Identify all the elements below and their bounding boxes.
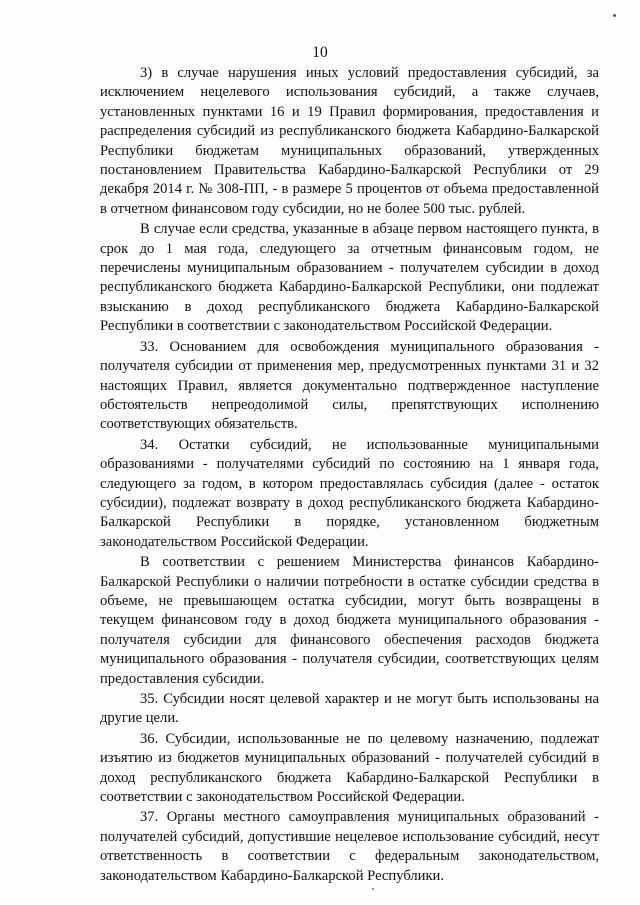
paragraph-36: 36. Субсидии, использованные не по целевому назначению, подлежат изъятию из бюджетов муниципальных образований - получателей субсидий в доход республиканского бюджета Кабардино-Балкарской Республики в соответствии с законодательством Российской Федерации. <box>100 730 599 806</box>
paragraph-return-deadline: В случае если средства, указанные в абзаце первом настоящего пункта, в срок до 1 мая года, следующего за отчетным финансовым годом, не перечислены муниципальным образованием - получателем субсидии в доход республиканского бюджета Кабардино-Балкарской Республики, они подлежат взысканию в доход республиканского бюджета Кабардино-Балкарской Республики в соответствии с законодательством Российской Федерации. <box>100 221 599 335</box>
paragraph-33: 33. Основанием для освобождения муниципального образования - получателя субсидии от применения мер, предусмотренных пунктами 31 и 32 настоящих Правил, является документально подтвержденное наступление обстоятельств непреодолимой силы, препятствующих исполнению соответствующих обязательств. <box>100 338 599 433</box>
paragraph-37: 37. Органы местного самоуправления муниципальных образований - получателей субсидий, допустившие нецелевое использование субсидий, несут ответственность в соответствии с федеральным законодательством, законодательством Кабардино-Балкарской Республики. <box>100 809 599 884</box>
document-body <box>100 64 599 887</box>
paragraph-35: 35. Субсидии носят целевой характер и не могут быть использованы на другие цели. <box>100 691 599 727</box>
page-number: 10 <box>312 44 328 61</box>
paragraph-34: 34. Остатки субсидий, не использованные муниципальными образованиями - получателями субсидий по состоянию на 1 января года, следующего за годом, в котором предоставлялась субсидия (далее - остаток субсидии), подлежат возврату в доход республиканского бюджета Кабардино-Балкарской Республики в порядке, установленном бюджетным законодательством Российской Федерации. <box>100 436 599 550</box>
paragraph-remaining-funds: В соответствии с решением Министерства финансов Кабардино-Балкарской Республики о наличии потребности в остатке субсидии средства в объеме, не превышающем остатка субсидии, могут быть возвращены в текущем финансовом году в доход бюджета муниципального образования - получателя субсидии для финансового обеспечения расходов бюджета муниципального образования - получателя субсидии, соответствующих целям предоставления субсидии. <box>100 554 599 687</box>
scan-speck <box>372 888 374 890</box>
paragraph-item-3: 3) в случае нарушения иных условий предоставления субсидий, за исключением нецелевого использования субсидий, а также случаев, установленных пунктами 16 и 19 Правил формирования, предоставления и распределения субсидий из республиканского бюджета Кабардино-Балкарской Республики бюджетам муниципальных образований, утвержденных постановлением Правительства Кабардино-Балкарской Республики от 29 декабря 2014 г. № 308-ПП, - в размере 5 процентов от объема предоставленной в отчетном финансовом году субсидии, но не более 500 тыс. рублей. <box>100 65 599 217</box>
scan-mark <box>613 14 616 17</box>
